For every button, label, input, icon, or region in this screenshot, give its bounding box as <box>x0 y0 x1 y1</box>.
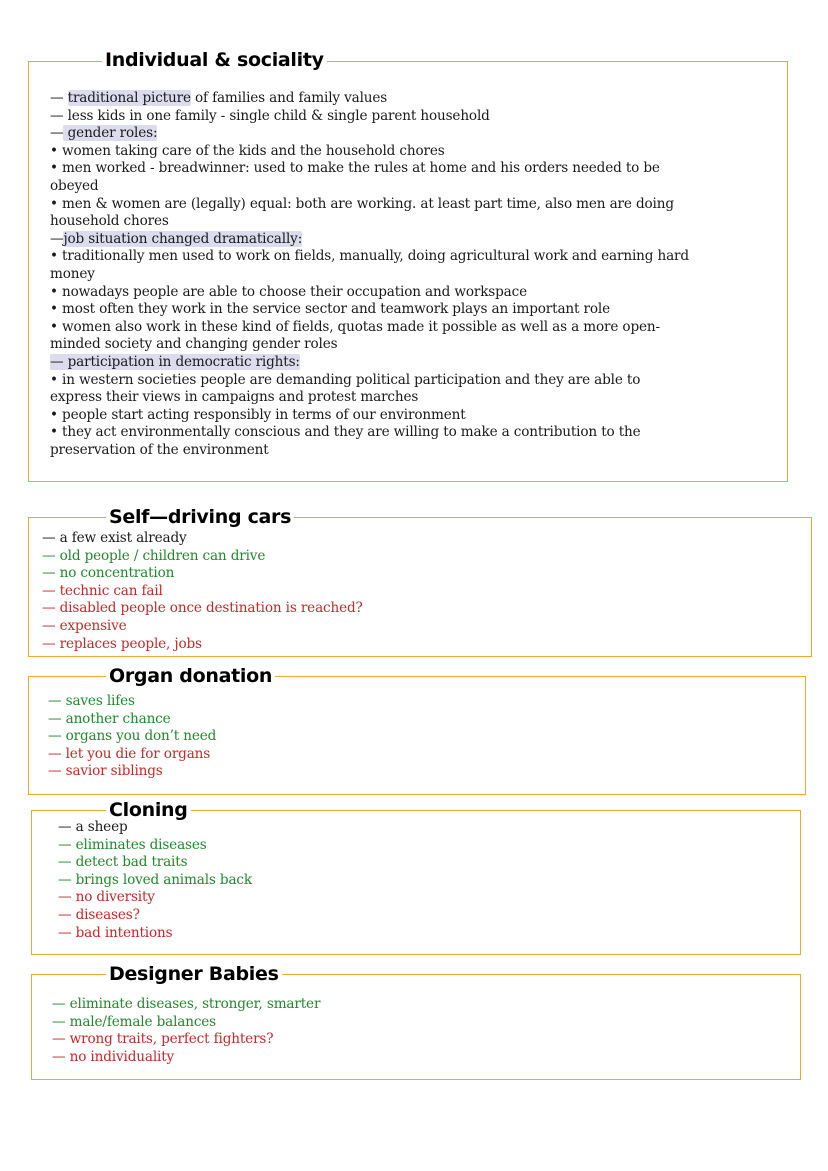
note-text: express their views in campaigns and protest marches <box>50 389 419 406</box>
list-item: — male/female balances <box>52 1013 217 1030</box>
note-text: household chores <box>50 213 169 230</box>
section-title-designer: Designer Babies <box>106 963 282 985</box>
section-title-cloning: Cloning <box>106 799 191 821</box>
selfdriving-notes <box>42 530 742 653</box>
list-item: — disabled people once destination is reached? <box>42 600 363 617</box>
list-item: — saves lifes <box>48 693 135 709</box>
note-text: — <box>50 230 64 247</box>
note-text: • in western societies people are demanding political participation and they are able to <box>50 371 641 388</box>
note-text: — less kids in one family - single child & single parent household <box>50 107 490 124</box>
note-text: • most often they work in the service sector and teamwork plays an important role <box>50 301 610 318</box>
list-item: — savior siblings <box>48 763 163 780</box>
note-line <box>50 424 770 442</box>
note-text: • they act environmentally conscious and they are willing to make a contribution to the <box>50 424 641 441</box>
note-text: preservation of the environment <box>50 441 269 458</box>
note-text: • men & women are (legally) equal: both are working. at least part time, also men are doing <box>50 195 674 212</box>
section-title-organ: Organ donation <box>106 665 275 687</box>
note-line <box>50 372 770 390</box>
organ-notes <box>48 693 748 781</box>
list-item: — let you die for organs <box>48 745 211 762</box>
note-text: minded society and changing gender roles <box>50 336 338 353</box>
note-line <box>50 160 770 178</box>
note-line <box>50 178 770 196</box>
list-item: — brings loved animals back <box>58 871 252 888</box>
highlighted-text: gender roles: <box>63 125 158 142</box>
note-line <box>50 143 770 161</box>
note-line <box>50 407 770 425</box>
note-line <box>50 248 770 266</box>
list-item: — diseases? <box>58 906 140 923</box>
note-text: • women taking care of the kids and the household chores <box>50 142 445 159</box>
note-text: • men worked - breadwinner: used to make the rules at home and his orders needed to be <box>50 160 660 177</box>
note-text: • people start acting responsibly in terms of our environment <box>50 406 466 423</box>
note-line <box>50 319 770 337</box>
note-text: • nowadays people are able to choose their occupation and workspace <box>50 283 527 300</box>
note-line <box>50 231 770 249</box>
list-item: — another chance <box>48 710 171 727</box>
note-line <box>50 125 770 143</box>
note-text: • traditionally men used to work on fields, manually, doing agricultural work and earning hard <box>50 248 689 265</box>
note-line <box>50 301 770 319</box>
list-item: — a sheep <box>58 819 128 835</box>
list-item: — expensive <box>42 617 127 634</box>
note-line <box>50 354 770 372</box>
note-text: of families and family values <box>190 90 388 106</box>
list-item: — old people / children can drive <box>42 547 266 564</box>
list-item: — detect bad traits <box>58 854 188 871</box>
note-line <box>50 266 770 284</box>
note-line <box>50 389 770 407</box>
list-item: — no diversity <box>58 889 155 906</box>
list-item: — bad intentions <box>58 924 173 941</box>
designer-notes <box>52 996 752 1066</box>
section-title-selfdriving: Self—driving cars <box>106 506 294 528</box>
note-line <box>50 336 770 354</box>
note-line <box>50 90 770 108</box>
note-text: — <box>50 90 68 106</box>
list-item: — eliminate diseases, stronger, smarter <box>52 996 321 1012</box>
highlighted-text: — participation in democratic rights: <box>50 353 300 370</box>
cloning-notes <box>58 819 758 942</box>
list-item: — wrong traits, perfect fighters? <box>52 1031 274 1048</box>
note-text: obeyed <box>50 177 99 194</box>
list-item: — no concentration <box>42 565 175 582</box>
note-line <box>50 108 770 126</box>
note-text: • women also work in these kind of fields, quotas made it possible as well as a more open- <box>50 318 660 335</box>
highlighted-text: traditional picture <box>67 90 191 106</box>
list-item: — eliminates diseases <box>58 836 207 853</box>
note-text: money <box>50 265 95 282</box>
list-item: — technic can fail <box>42 582 163 599</box>
highlighted-text: job situation changed dramatically: <box>63 230 303 247</box>
note-line <box>50 284 770 302</box>
individual-notes <box>50 90 770 459</box>
list-item: — replaces people, jobs <box>42 635 202 652</box>
note-line <box>50 442 770 460</box>
note-text: — <box>50 125 64 142</box>
note-line <box>50 196 770 214</box>
section-title-individual: Individual & sociality <box>102 49 327 71</box>
list-item: — organs you don’t need <box>48 728 217 745</box>
note-line <box>50 213 770 231</box>
list-item: — a few exist already <box>42 530 187 546</box>
list-item: — no individuality <box>52 1048 175 1065</box>
